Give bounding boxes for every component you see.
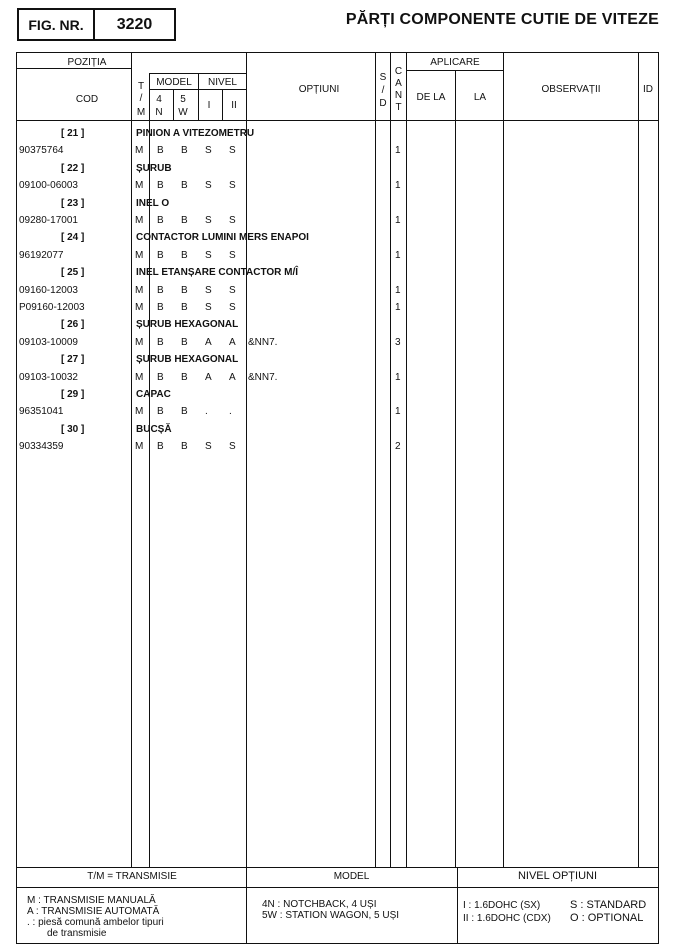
nivel-i-cell: .	[205, 406, 208, 418]
divider	[198, 73, 199, 121]
part-code: 09280-17001	[19, 215, 78, 226]
group-header-row	[17, 351, 658, 368]
col-nivel: NIVEL	[208, 77, 237, 88]
nivel-ii-cell: S	[229, 249, 236, 261]
col-cant-t: T	[395, 102, 402, 113]
nivel-ii-cell: S	[229, 302, 236, 313]
transmission-cell: M	[135, 302, 144, 313]
legend-nivel-standard: S : STANDARD	[570, 899, 647, 911]
transmission-cell: M	[135, 145, 144, 157]
model-4n-cell: B	[157, 215, 164, 226]
nivel-ii-cell: S	[229, 215, 236, 226]
nivel-ii-cell: S	[229, 145, 236, 157]
col-tm-top: T	[137, 81, 145, 92]
quantity-cell: 1	[395, 180, 401, 192]
col-optiuni: OPȚIUNI	[298, 84, 340, 95]
options-cell: &NN7.	[248, 336, 278, 348]
part-row	[17, 369, 658, 386]
position-number: [ 29 ]	[61, 389, 85, 400]
model-5w-cell: B	[181, 215, 188, 226]
legend-nivel-optional: O : OPTIONAL	[570, 912, 644, 924]
col-nivel-i: I	[207, 100, 211, 111]
page-title: PĂRȚI COMPONENTE CUTIE DE VITEZE	[345, 11, 659, 28]
col-pozitia: POZIȚIA	[67, 57, 107, 68]
part-code: 09100-06003	[19, 180, 78, 192]
quantity-cell: 1	[395, 284, 401, 296]
transmission-cell: M	[135, 284, 144, 296]
part-name: CONTACTOR LUMINI MERS ENAPOI	[136, 232, 309, 244]
position-number: [ 21 ]	[61, 128, 85, 139]
group-header-row	[17, 421, 658, 438]
model-5w-cell: B	[181, 441, 188, 453]
col-cod: COD	[75, 94, 99, 105]
legend-tm-3: . : piesă comună ambelor tipuri	[27, 917, 164, 928]
figure-label: FIG. NR.	[19, 10, 95, 39]
nivel-ii-cell: S	[229, 284, 236, 296]
part-row	[17, 403, 658, 420]
legend-nivel-title: NIVEL OPȚIUNI	[517, 870, 598, 882]
model-4n-cell: B	[157, 406, 164, 418]
position-number: [ 25 ]	[61, 267, 85, 279]
group-header-row	[17, 125, 658, 142]
nivel-i-cell: S	[205, 180, 212, 192]
nivel-ii-cell: S	[229, 441, 236, 453]
col-cant-c: C	[394, 66, 403, 77]
part-row	[17, 142, 658, 159]
model-5w-cell: B	[181, 180, 188, 192]
col-nivel-ii: II	[231, 100, 237, 111]
figure-number: 3220	[116, 15, 153, 33]
model-4n-cell: B	[157, 180, 164, 192]
figure-number-box	[17, 8, 176, 41]
legend-nivel-2: II : 1.6DOHC (CDX)	[463, 913, 551, 924]
model-4n-cell: B	[157, 302, 164, 313]
transmission-cell: M	[135, 336, 144, 348]
col-model-4: 4	[156, 94, 162, 105]
nivel-ii-cell: A	[229, 371, 236, 383]
legend-nivel-1: I : 1.6DOHC (SX)	[463, 900, 541, 911]
col-cant-n: N	[394, 90, 403, 101]
col-tm-bot: M	[136, 107, 146, 118]
part-name: INEL ETANȘARE CONTACTOR M/Î	[136, 267, 299, 279]
quantity-cell: 1	[395, 302, 401, 313]
col-cant-a: A	[395, 78, 402, 89]
part-name: CAPAC	[136, 389, 171, 400]
group-header-row	[17, 386, 658, 403]
group-header-row	[17, 195, 658, 212]
model-4n-cell: B	[157, 249, 164, 261]
col-sd-s: S	[379, 72, 387, 83]
col-id: ID	[643, 84, 653, 95]
nivel-i-cell: A	[205, 336, 212, 348]
part-code: 09160-12003	[19, 284, 78, 296]
model-4n-cell: B	[157, 336, 164, 348]
legend-tm-2: A : TRANSMISIE AUTOMATĂ	[27, 906, 160, 917]
part-row	[17, 247, 658, 264]
transmission-cell: M	[135, 180, 144, 192]
part-name: ȘURUB HEXAGONAL	[136, 319, 239, 331]
part-row	[17, 282, 658, 299]
part-row	[17, 212, 658, 229]
divider	[17, 68, 131, 69]
part-name: BUCȘĂ	[136, 423, 172, 435]
parts-table	[16, 52, 659, 944]
group-header-row	[17, 316, 658, 333]
legend-divider	[17, 887, 658, 888]
part-code: 09103-10032	[19, 371, 78, 383]
col-observatii: OBSERVAȚII	[541, 84, 601, 95]
model-5w-cell: B	[181, 145, 188, 157]
nivel-ii-cell: S	[229, 180, 236, 192]
part-code: 96192077	[19, 249, 64, 261]
group-header-row	[17, 264, 658, 281]
model-4n-cell: B	[157, 441, 164, 453]
quantity-cell: 1	[395, 406, 401, 418]
position-number: [ 26 ]	[61, 319, 85, 331]
divider	[222, 89, 223, 121]
quantity-cell: 3	[395, 336, 401, 348]
part-row	[17, 177, 658, 194]
part-row	[17, 438, 658, 455]
nivel-i-cell: S	[205, 249, 212, 261]
part-name: ȘURUB HEXAGONAL	[136, 354, 239, 366]
col-aplicare: APLICARE	[430, 57, 480, 68]
col-model: MODEL	[156, 77, 192, 88]
quantity-cell: 1	[395, 215, 401, 226]
part-name: ȘURUB	[136, 162, 172, 174]
header-divider	[17, 120, 658, 121]
model-5w-cell: B	[181, 336, 188, 348]
position-number: [ 24 ]	[61, 232, 85, 244]
group-header-row	[17, 160, 658, 177]
col-la: LA	[473, 92, 487, 103]
part-code: 96351041	[19, 406, 64, 418]
legend-tm-4: de transmisie	[47, 928, 107, 939]
group-header-row	[17, 229, 658, 246]
col-model-5: 5	[180, 94, 186, 105]
quantity-cell: 1	[395, 145, 401, 157]
legend-tm-1: M : TRANSMISIE MANUALĂ	[27, 895, 156, 906]
options-cell: &NN7.	[248, 371, 278, 383]
part-row	[17, 299, 658, 316]
legend-model-2: 5W : STATION WAGON, 5 UȘI	[262, 910, 400, 921]
col-model-w: W	[178, 107, 188, 118]
col-sd-slash: /	[381, 85, 385, 96]
nivel-ii-cell: .	[229, 406, 232, 418]
divider	[173, 89, 174, 121]
legend-divider	[17, 867, 658, 868]
position-number: [ 30 ]	[61, 423, 85, 435]
nivel-i-cell: S	[205, 441, 212, 453]
quantity-cell: 1	[395, 249, 401, 261]
model-4n-cell: B	[157, 371, 164, 383]
nivel-i-cell: A	[205, 371, 212, 383]
position-number: [ 23 ]	[61, 197, 85, 209]
model-4n-cell: B	[157, 284, 164, 296]
legend-model-1: 4N : NOTCHBACK, 4 UȘI	[262, 899, 377, 910]
legend-tm-title: T/M = TRANSMISIE	[87, 871, 177, 882]
model-5w-cell: B	[181, 249, 188, 261]
model-5w-cell: B	[181, 406, 188, 418]
transmission-cell: M	[135, 441, 144, 453]
model-4n-cell: B	[157, 145, 164, 157]
part-code: 09103-10009	[19, 336, 78, 348]
model-5w-cell: B	[181, 302, 188, 313]
legend-model-title: MODEL	[333, 871, 370, 882]
part-code: 90375764	[19, 145, 64, 157]
quantity-cell: 1	[395, 371, 401, 383]
nivel-i-cell: S	[205, 145, 212, 157]
transmission-cell: M	[135, 249, 144, 261]
nivel-ii-cell: A	[229, 336, 236, 348]
transmission-cell: M	[135, 371, 144, 383]
col-de-la: DE LA	[416, 92, 446, 103]
model-5w-cell: B	[181, 371, 188, 383]
position-number: [ 27 ]	[61, 354, 85, 366]
part-code: 90334359	[19, 441, 64, 453]
model-5w-cell: B	[181, 284, 188, 296]
col-model-n: N	[155, 107, 163, 118]
quantity-cell: 2	[395, 441, 401, 453]
transmission-cell: M	[135, 406, 144, 418]
nivel-i-cell: S	[205, 284, 212, 296]
col-tm-mid: /	[139, 93, 143, 104]
transmission-cell: M	[135, 215, 144, 226]
nivel-i-cell: S	[205, 302, 212, 313]
part-code: P09160-12003	[19, 302, 85, 313]
position-number: [ 22 ]	[61, 162, 85, 174]
part-row	[17, 334, 658, 351]
nivel-i-cell: S	[205, 215, 212, 226]
col-sd-d: D	[379, 98, 387, 109]
part-name: INEL O	[136, 197, 170, 209]
part-name: PINION A VITEZOMETRU	[136, 128, 255, 139]
